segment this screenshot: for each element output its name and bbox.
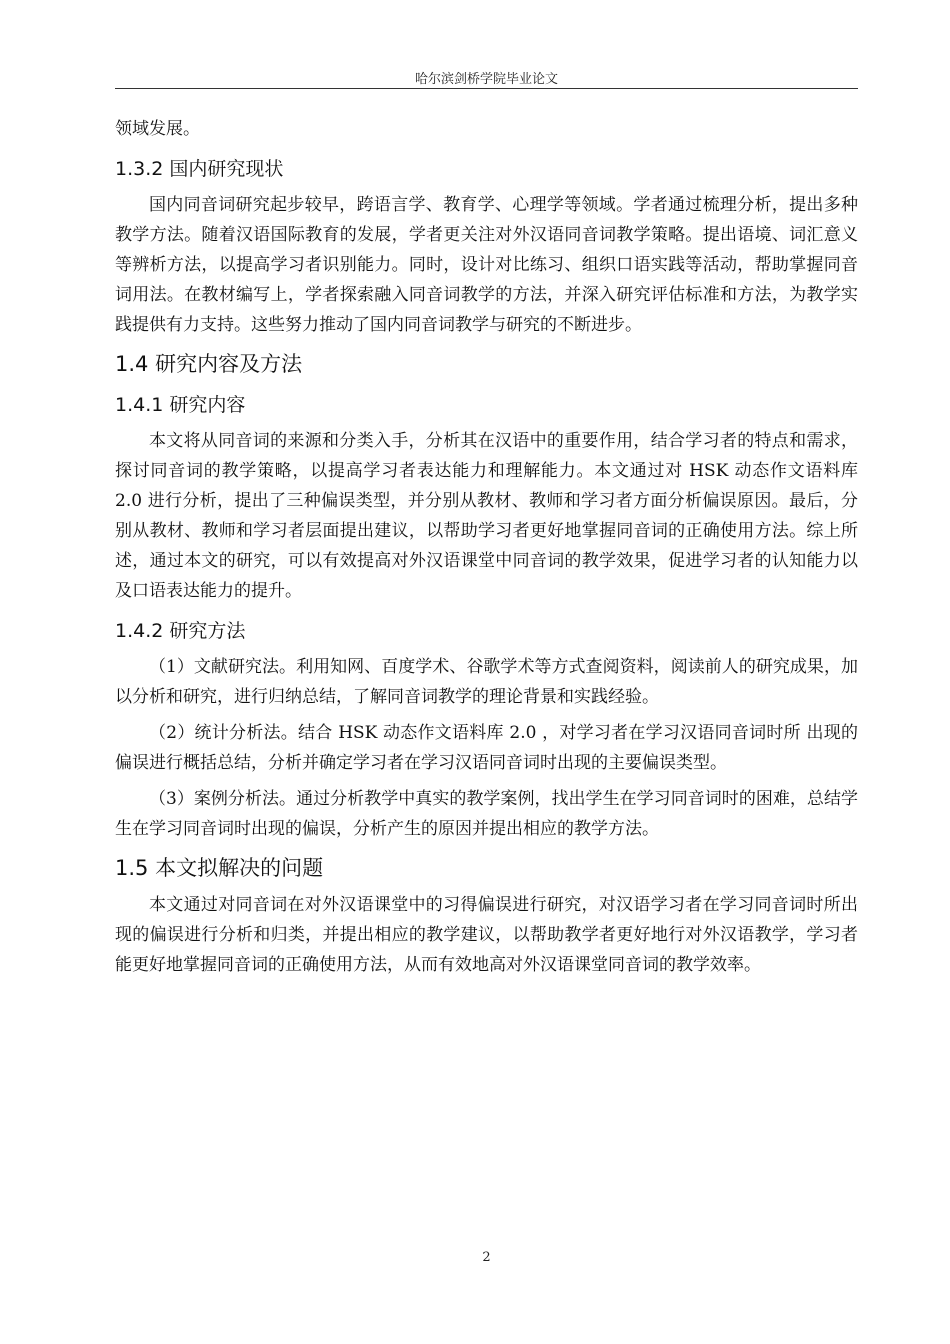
method-item-1: （1）文献研究法。利用知网、百度学术、谷歌学术等方式查阅资料，阅读前人的研究成果，加以分析和研究，进行归纳总结，了解同音词教学的理论背景和实践经验。 [115,657,858,707]
paragraph-domestic-research: 国内同音词研究起步较早，跨语言学、教育学、心理学等领域。学者通过梳理分析，提出多种教学方法。随着汉语国际教育的发展，学者更关注对外汉语同音词教学策略。提出语境、词汇意义等辨析方法，以提高学习者识别能力。同时，设计对比练习、组织口语实践等活动，帮助掌握同音词用法。在教材编写上，学者探索融入同音词教学的方法，并深入研究评估标准和方法，为教学实践提供有力支持。这些努力推动了国内同音词教学与研究的不断进步。 [115,195,858,335]
heading-1-4-2: 1.4.2 研究方法 [115,620,246,642]
page-header: 哈尔滨剑桥学院毕业论文 [414,72,558,87]
heading-1-4: 1.4 研究内容及方法 [115,352,303,376]
heading-1-3-2: 1.3.2 国内研究现状 [115,158,284,180]
paragraph-research-content: 本文将从同音词的来源和分类入手，分析其在汉语中的重要作用，结合学习者的特点和需求，探讨同音词的教学策略，以提高学习者表达能力和理解能力。本文通过对 HSK 动态作文语料库 2.0 进行分析，提出了三种偏误类型，并分别从教材、教师和学习者方面分析偏误原因。最后，分别从教材、教师和学习者层面提出建议，以帮助学习者更好地掌握同音词的正确使用方法。综上所述，通过本文的研究，可以有效提高对外汉语课堂中同音词的教学效果，促进学习者的认知能力以及口语表达能力的提升。 [115,431,858,601]
document-body [115,114,858,980]
heading-1-4-1: 1.4.1 研究内容 [115,394,246,416]
method-item-3: （3）案例分析法。通过分析教学中真实的教学案例，找出学生在学习同音词时的困难，总结学生在学习同音词时出现的偏误，分析产生的原因并提出相应的教学方法。 [115,789,858,839]
heading-1-5: 1.5 本文拟解决的问题 [115,856,324,880]
paragraph-problems: 本文通过对同音词在对外汉语课堂中的习得偏误进行研究，对汉语学习者在学习同音词时所出现的偏误进行分析和归类，并提出相应的教学建议，以帮助教学者更好地行对外汉语教学，学习者能更好地掌握同音词的正确使用方法，从而有效地高对外汉语课堂同音词的教学效率。 [115,895,858,975]
header-rule [115,88,858,89]
page-number: 2 [482,1250,491,1265]
paragraph-continuation: 领域发展。 [115,119,200,139]
method-item-2: （2）统计分析法。结合 HSK 动态作文语料库 2.0 ，对学习者在学习汉语同音词时所 出现的偏误进行概括总结，分析并确定学习者在学习汉语同音词时出现的主要偏误类型。 [115,723,858,773]
